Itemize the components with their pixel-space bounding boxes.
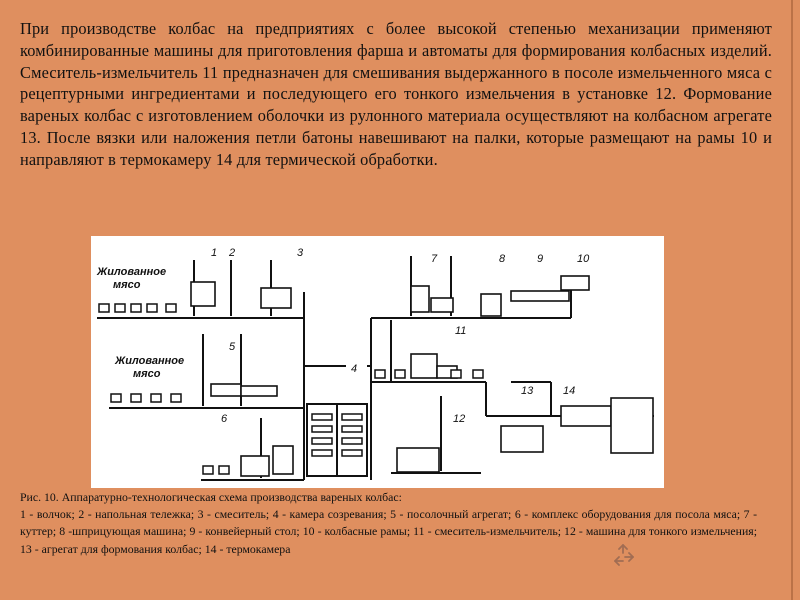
diagram-number-1: 1 — [211, 247, 218, 259]
figure-caption — [20, 489, 757, 558]
diagram-number-5: 5 — [229, 341, 236, 353]
diagram-label-top-line-2: мясо — [113, 279, 141, 291]
diagram-label-mid-line-1: Жилованное — [115, 355, 185, 367]
process-diagram-svg — [91, 236, 664, 488]
diagram-number-7: 7 — [431, 253, 438, 265]
diagram-number-10: 10 — [577, 253, 590, 265]
figure-caption-title: Рис. 10. Аппаратурно-технологическая схема производства вареных колбас: — [20, 490, 402, 504]
diagram-number-11: 11 — [455, 325, 467, 337]
diagram-label-top-line-1: Жилованное — [97, 266, 167, 278]
recycle-icon — [611, 543, 637, 571]
body-paragraph: При производстве колбас на предприятиях с более высокой степенью механизации применяют комбинированные машины для приготовления фарша и автоматы для формирования колбасных изделий. Смеситель-измельчитель 11 предназначен для смешивания выдержанного в посоле измельченного мяса с рецептурными ингредиентами и последующего его тонкого измельчения в установке 12. Формование вареных колбас с изготовлением оболочки из рулонного материала осуществляют на колбасном агрегате 13. После вязки или наложения петли батоны навешивают на палки, которые размещают на рамы 10 и направляют в термокамеру 14 для термической обработки. — [20, 19, 772, 169]
diagram-number-4: 4 — [351, 363, 358, 375]
diagram-number-6: 6 — [221, 413, 228, 425]
diagram-number-13: 13 — [521, 385, 534, 397]
diagram-label-mid-line-2: мясо — [133, 368, 161, 380]
diagram-number-8: 8 — [499, 253, 506, 265]
diagram-number-2: 2 — [229, 247, 236, 259]
figure-caption-legend: 1 - волчок; 2 - напольная тележка; 3 - смеситель; 4 - камера созревания; 5 - посолочный агрегат; 6 - комплекс оборудования для посола мяса; 7 - куттер; 8 -шприцующая машина; 9 - конвейерный стол; 10 - колбасные рамы; 11 - смеситель-измельчитель; 12 - машина для тонкого измельчения; 13 - агрегат для формования колбас; 14 - термокамера — [20, 507, 757, 556]
diagram-number-12: 12 — [453, 413, 466, 425]
process-diagram — [91, 236, 664, 488]
right-edge-line — [791, 0, 793, 600]
diagram-number-9: 9 — [537, 253, 544, 265]
diagram-number-14: 14 — [563, 385, 576, 397]
diagram-number-3: 3 — [297, 247, 304, 259]
